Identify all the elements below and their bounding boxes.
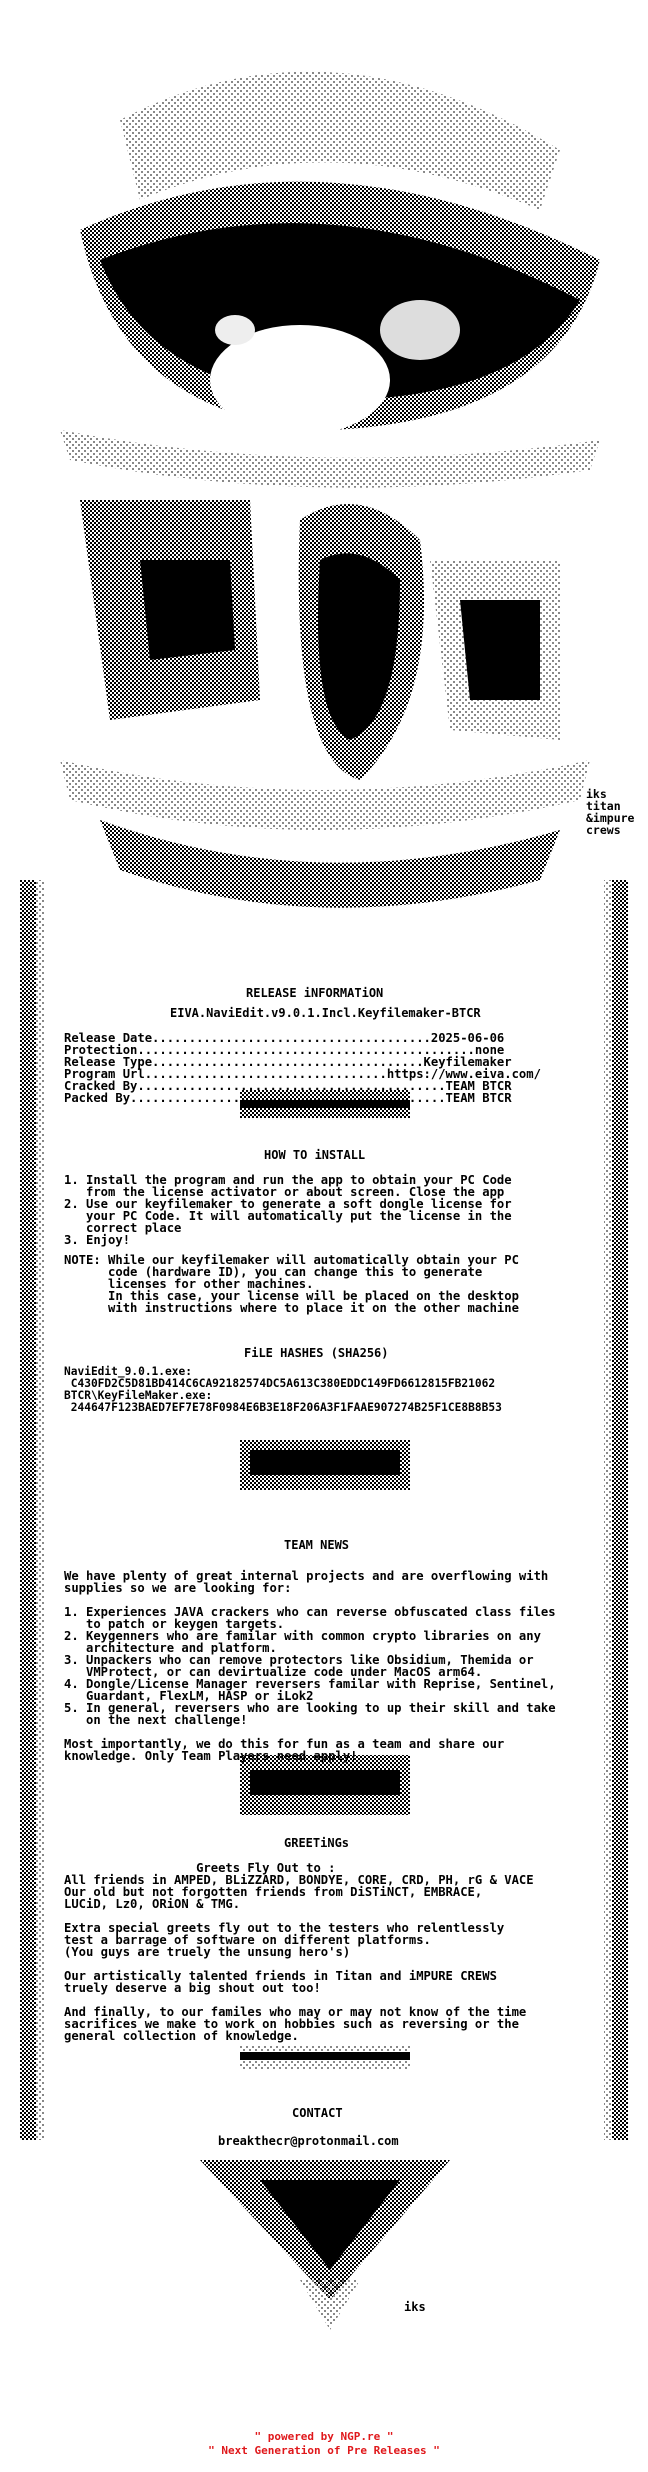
side-tag-line: iks bbox=[586, 787, 607, 801]
release-field: Protection..............................................none bbox=[64, 1043, 505, 1057]
side-tag bbox=[586, 788, 634, 836]
news-line: Most importantly, we do this for fun as a team and share our bbox=[64, 1737, 505, 1751]
news-heading: TEAM NEWS bbox=[284, 1538, 350, 1552]
footer-powered: " powered by NGP.re " bbox=[254, 2430, 394, 2443]
install-note bbox=[64, 1254, 519, 1314]
release-field: Release Type.....................................Keyfilemaker bbox=[64, 1055, 512, 1069]
bottom-tag: iks bbox=[404, 2300, 426, 2314]
greetings-line: general collection of knowledge. bbox=[64, 2029, 299, 2043]
install-note-line: In this case, your license will be placed on the desktop bbox=[64, 1289, 519, 1303]
greetings-line: Our old but not forgotten friends from DiSTiNCT, EMBRACE, bbox=[64, 1885, 483, 1899]
hash-line: NaviEdit_9.0.1.exe: bbox=[64, 1365, 192, 1378]
install-step: from the license activator or about screen. Close the app bbox=[64, 1185, 505, 1199]
news-line: VMProtect, or can devirtualize code under MacOS arm64. bbox=[64, 1665, 483, 1679]
release-fields bbox=[64, 1032, 541, 1104]
eye-art bbox=[60, 72, 600, 488]
news-line: architecture and platform. bbox=[64, 1641, 277, 1655]
release-field: Packed By...........................................TEAM BTCR bbox=[64, 1091, 512, 1105]
greetings-line: Greets Fly Out to : bbox=[64, 1861, 336, 1875]
install-note-line: NOTE: While our keyfilemaker will automatically obtain your PC bbox=[64, 1253, 519, 1267]
install-note-line: licenses for other machines. bbox=[64, 1277, 314, 1291]
install-step: 1. Install the program and run the app to obtain your PC Code bbox=[64, 1173, 512, 1187]
hashes-heading: FiLE HASHES (SHA256) bbox=[244, 1346, 389, 1360]
greetings-line: test a barrage of software on different platforms. bbox=[64, 1933, 431, 1947]
install-step: 3. Enjoy! bbox=[64, 1233, 131, 1247]
contact-heading: CONTACT bbox=[292, 2106, 343, 2120]
side-tag-line: crews bbox=[586, 823, 621, 837]
news-line: 1. Experiences JAVA crackers who can reverse obfuscated class files bbox=[64, 1605, 556, 1619]
greetings-line: LUCiD, Lz0, ORiON & TMG. bbox=[64, 1897, 241, 1911]
news-line: 3. Unpackers who can remove protectors like Obsidium, Themida or bbox=[64, 1653, 534, 1667]
greetings-heading: GREETiNGs bbox=[284, 1836, 350, 1850]
greetings-line: sacrifices we make to work on hobbies such as reversing or the bbox=[64, 2017, 519, 2031]
news-line: knowledge. Only Team Players need apply! bbox=[64, 1749, 358, 1763]
side-tag-line: &impure bbox=[586, 811, 635, 825]
greetings-line: All friends in AMPED, BLiZZARD, BONDYE, CORE, CRD, PH, rG & VACE bbox=[64, 1873, 534, 1887]
release-field: Program Url.................................https://www.eiva.com/ bbox=[64, 1067, 541, 1081]
hash-line: 244647F123BAED7EF7E78F0984E6B3E18F206A3F1FAAE907274B25F1CE8B8B53 bbox=[64, 1401, 502, 1414]
greetings-line: truely deserve a big shout out too! bbox=[64, 1981, 321, 1995]
news-line: 4. Dongle/License Manager reversers familar with Reprise, Sentinel, bbox=[64, 1677, 556, 1691]
greetings-lines bbox=[64, 1862, 534, 2042]
hash-lines bbox=[64, 1366, 502, 1414]
greetings-line: (You guys are truely the unsung hero's) bbox=[64, 1945, 351, 1959]
release-name: EIVA.NaviEdit.v9.0.1.Incl.Keyfilemaker-BTCR bbox=[170, 1006, 481, 1020]
news-line: on the next challenge! bbox=[64, 1713, 248, 1727]
greetings-line: Extra special greets fly out to the testers who relentlessly bbox=[64, 1921, 505, 1935]
install-heading: HOW TO iNSTALL bbox=[264, 1148, 366, 1162]
install-steps bbox=[64, 1174, 512, 1246]
greetings-line: And finally, to our familes who may or may not know of the time bbox=[64, 2005, 527, 2019]
hash-line: C430FD2C5D81BD414C6CA92182574DC5A613C380EDDC149FD6612815FB21062 bbox=[64, 1377, 496, 1390]
news-line: to patch or keygen targets. bbox=[64, 1617, 285, 1631]
install-step: 2. Use our keyfilemaker to generate a soft dongle license for bbox=[64, 1197, 512, 1211]
contact-email[interactable]: breakthecr@protonmail.com bbox=[218, 2134, 399, 2148]
news-line: supplies so we are looking for: bbox=[64, 1581, 292, 1595]
news-line: Guardant, FlexLM, HASP or iLok2 bbox=[64, 1689, 314, 1703]
footer-tagline: " Next Generation of Pre Releases " bbox=[208, 2444, 440, 2457]
news-lines bbox=[64, 1570, 556, 1762]
news-line: 5. In general, reversers who are looking to up their skill and take bbox=[64, 1701, 556, 1715]
greetings-line: Our artistically talented friends in Titan and iMPURE CREWS bbox=[64, 1969, 497, 1983]
release-heading: RELEASE iNFORMATiON bbox=[246, 986, 384, 1000]
hash-line: BTCR\KeyFileMaker.exe: bbox=[64, 1389, 213, 1402]
side-tag-line: titan bbox=[586, 799, 621, 813]
install-note-line: code (hardware ID), you can change this to generate bbox=[64, 1265, 483, 1279]
news-line: We have plenty of great internal projects and are overflowing with bbox=[64, 1569, 549, 1583]
release-field: Cracked By..........................................TEAM BTCR bbox=[64, 1079, 512, 1093]
install-step: your PC Code. It will automatically put the license in the bbox=[64, 1209, 512, 1223]
news-line: 2. Keygenners who are familar with common crypto libraries on any bbox=[64, 1629, 541, 1643]
install-note-line: with instructions where to place it on the other machine bbox=[64, 1301, 519, 1315]
install-step: correct place bbox=[64, 1221, 182, 1235]
release-field: Release Date......................................2025-06-06 bbox=[64, 1031, 505, 1045]
logo-art bbox=[60, 500, 590, 908]
